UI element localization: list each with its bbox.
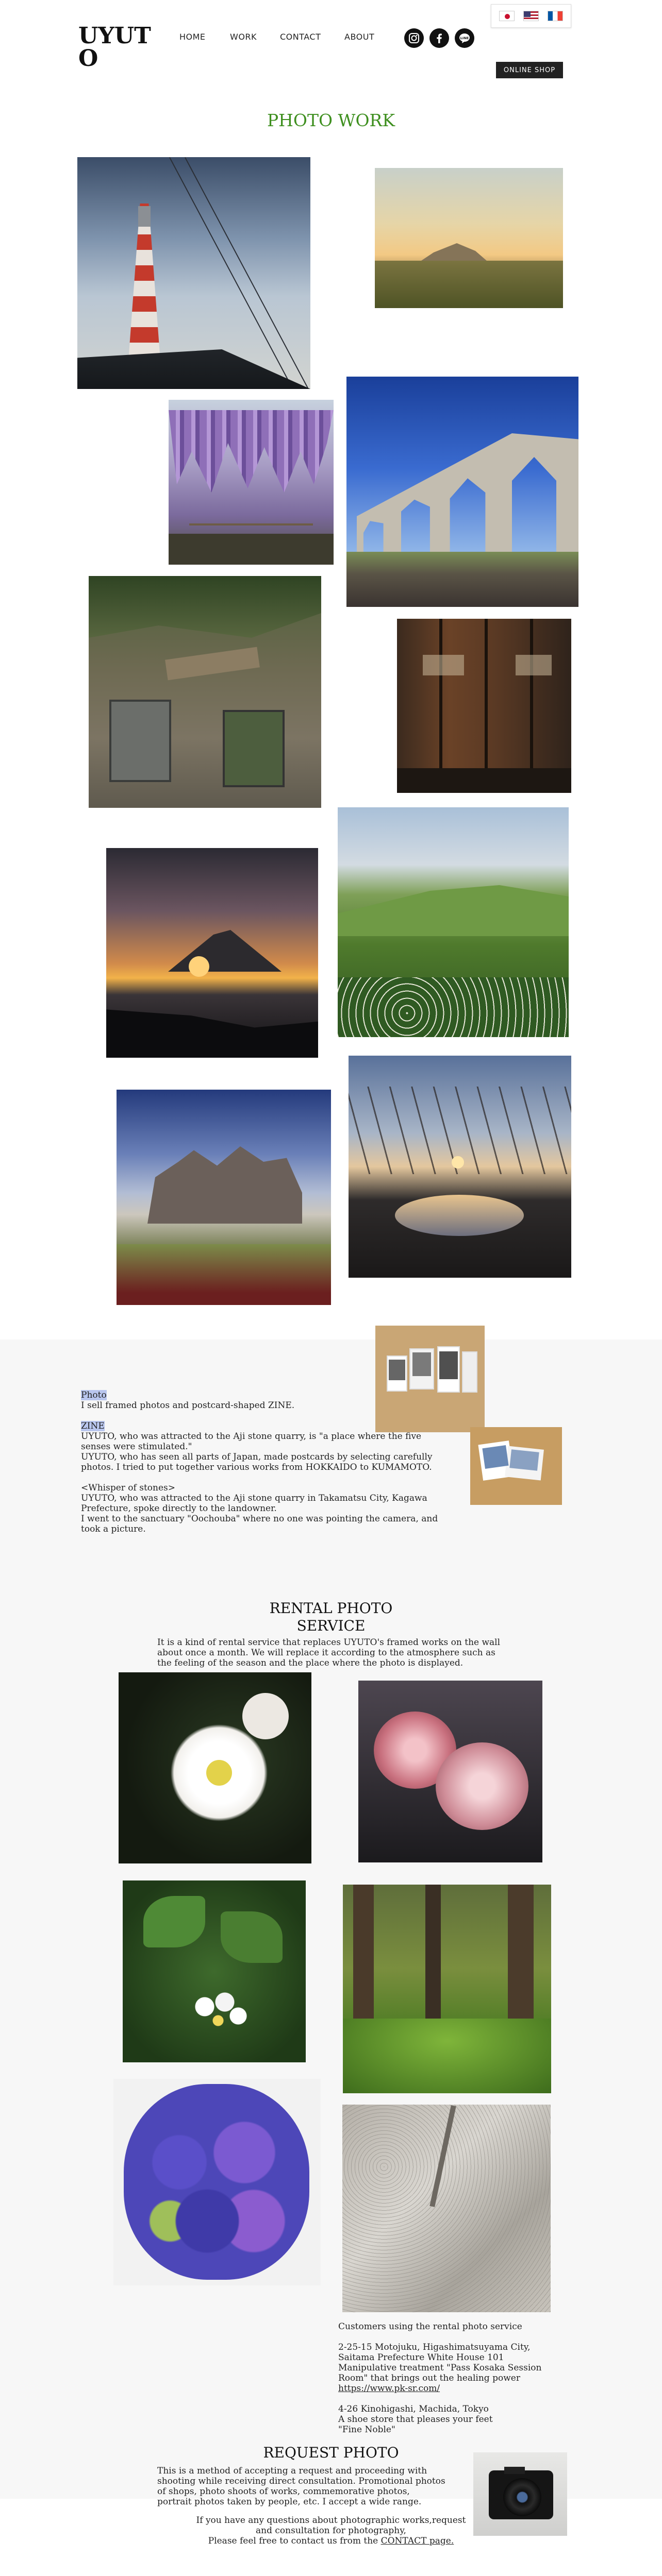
photo-white-flowers-leaves[interactable] xyxy=(123,1880,306,2062)
photo-zine-postcards[interactable] xyxy=(470,1427,562,1505)
rental-description: It is a kind of rental service that replaces UYUTO's framed works on the wall about once a month. We will replace it according to the atmosphere such as the feeling of the season and the place where the photo is displayed. xyxy=(157,1637,501,1668)
rental-title-line2: SERVICE xyxy=(296,1617,366,1634)
zine-p2: UYUTO, who has seen all parts of Japan, made postcards by selecting carefully photos. I tried to put together various works from HOKKAIDO to KUMAMOTO. xyxy=(81,1452,433,1472)
request-description: This is a method of accepting a request and proceeding with shooting while receiving direct consultation. Promotional photos of shops, photo shoots of works, commemorative photos, portrait photos taken by people, etc. I accept a wide range. xyxy=(157,2466,445,2507)
photo-granite-stone[interactable] xyxy=(342,2105,551,2312)
label-photo: Photo xyxy=(81,1390,107,1400)
section-title-photo-work: PHOTO WORK xyxy=(267,110,395,130)
france-flag-icon[interactable] xyxy=(548,11,563,21)
contact-line2: and consultation for photography, xyxy=(256,2526,406,2536)
rental-title xyxy=(176,1600,486,1635)
nav-about[interactable]: ABOUT xyxy=(344,32,375,42)
photo-puddle-sunset[interactable] xyxy=(349,1056,571,1278)
rental-title-line1: RENTAL PHOTO xyxy=(269,1600,393,1617)
nav-contact[interactable]: CONTACT xyxy=(280,32,321,42)
photo-pink-roses[interactable] xyxy=(358,1681,542,1862)
customers-heading: Customers using the rental photo service xyxy=(338,2321,522,2332)
photo-volcano-sunset[interactable] xyxy=(106,848,318,1058)
photo-green-hills[interactable] xyxy=(338,807,569,1037)
line-icon[interactable] xyxy=(455,28,474,48)
request-title: REQUEST PHOTO xyxy=(263,2444,399,2461)
photo-ruins[interactable] xyxy=(89,576,321,808)
zine-p4: I went to the sanctuary "Oochouba" where no one was pointing the camera, and took a picture. xyxy=(81,1514,438,1534)
photo-wisteria[interactable] xyxy=(169,400,334,565)
zine-p1: UYUTO, who was attracted to the Aji stone quarry, is "a place where the five senses were stimulated." xyxy=(81,1431,422,1452)
contact-line1: If you have any questions about photographic works,request xyxy=(196,2515,466,2526)
nav-work[interactable]: WORK xyxy=(230,32,257,42)
customer1-address: 2-25-15 Motojuku, Higashimatsuyama City, Saitama Prefecture White House 101 xyxy=(338,2342,531,2363)
photo-rock-formation[interactable] xyxy=(117,1090,331,1305)
japan-flag-icon[interactable] xyxy=(499,11,515,21)
customer1-description: Manipulative treatment "Pass Kosaka Session Room" that brings out the healing power xyxy=(338,2363,542,2383)
customer2-name: "Fine Noble" xyxy=(338,2425,395,2435)
label-zine: ZINE xyxy=(81,1421,105,1431)
rental-section-bg xyxy=(0,1546,662,2499)
rental-customers xyxy=(338,2321,555,2435)
instagram-icon[interactable] xyxy=(404,28,424,48)
zine-p3: UYUTO, who was attracted to the Aji stone quarry in Takamatsu City, Kagawa Prefecture, spoke directly to the landowner. xyxy=(81,1493,427,1514)
nav-home[interactable]: HOME xyxy=(179,32,206,42)
photo-radio-tower[interactable] xyxy=(77,157,310,389)
photo-moss-garden[interactable] xyxy=(343,1885,551,2093)
site-logo[interactable]: UYUTO xyxy=(78,23,151,72)
customer2-description: A shoe store that pleases your feet xyxy=(338,2414,493,2425)
photo-sunset-hills[interactable] xyxy=(375,168,563,308)
photo-white-anemone[interactable] xyxy=(119,1672,311,1863)
zine-whisper-heading: <Whisper of stones> xyxy=(81,1483,175,1493)
contact-line3: Please feel free to contact us from the xyxy=(208,2536,381,2546)
photo-stone-arch-bridge[interactable] xyxy=(346,377,578,607)
facebook-icon[interactable] xyxy=(429,28,449,48)
us-flag-icon[interactable] xyxy=(523,11,539,21)
photo-hydrangea[interactable] xyxy=(113,2079,321,2285)
photo-rusted-door[interactable] xyxy=(397,619,571,793)
customer2-address: 4-26 Kinohigashi, Machida, Tokyo xyxy=(338,2404,489,2414)
zine-text-block xyxy=(81,1390,452,1534)
zine-line1: I sell framed photos and postcard-shaped ZINE. xyxy=(81,1400,295,1411)
contact-page-link[interactable]: CONTACT page. xyxy=(380,2536,454,2546)
svg-text:LINE: LINE xyxy=(460,36,469,40)
customer1-link[interactable]: https://www.pk-sr.com/ xyxy=(338,2383,440,2394)
contact-text xyxy=(151,2515,511,2546)
language-selector[interactable] xyxy=(491,4,571,28)
online-shop-button[interactable]: ONLINE SHOP xyxy=(496,62,563,78)
